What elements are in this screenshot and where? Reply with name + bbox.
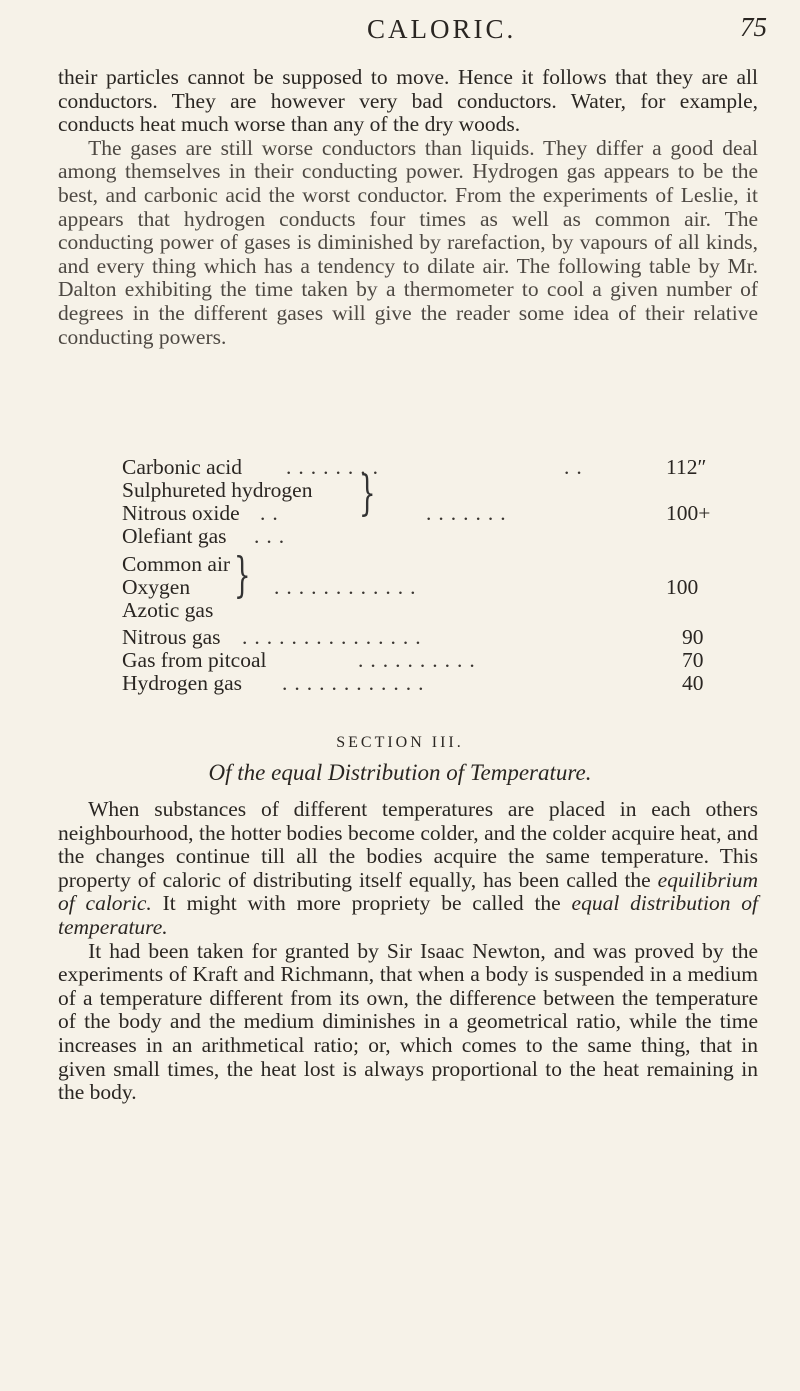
term-equilibrium: equilibrium of caloric. <box>58 867 758 916</box>
gas-label: Hydrogen gas <box>122 671 243 695</box>
gas-label: Azotic gas <box>122 598 214 622</box>
paragraph-conductors <box>58 66 758 349</box>
section-subtitle: Of the equal Distribution of Temperature. <box>208 760 592 785</box>
brace-icon: } <box>233 547 251 603</box>
running-head <box>0 10 800 50</box>
leader-dots: ........ <box>286 455 385 479</box>
section-heading: SECTION III. <box>336 734 464 751</box>
paragraph-4: It had been taken for granted by Sir Isaac Newton, and was proved by the experiments of Kraft and Richmann, that when a body is suspended in a medium of a temperature different from its own, the difference between the temperature of the body and the medium diminishes in a geometrical ratio, while the time increases in an arithmetical ratio; or, which comes to the same thing, that in given small times, the heat lost is always proportional to the heat remaining in the body. <box>58 938 758 1105</box>
leader-dots: ............... <box>242 625 428 649</box>
leader-dots: .. <box>564 455 589 479</box>
time-value: 90 <box>682 625 704 649</box>
leader-dots: .. <box>260 501 285 525</box>
leader-dots: ....... <box>426 501 513 525</box>
time-value: 100+ <box>666 501 711 525</box>
running-head-title: CALORIC. <box>367 14 517 44</box>
gas-label: Common air <box>122 552 231 576</box>
page-number: 75 <box>740 12 767 42</box>
gas-label: Oxygen <box>122 575 191 599</box>
leader-dots: .......... <box>358 648 482 672</box>
paragraph-2: The gases are still worse conductors than liquids. They differ a good deal among themselves in their conducting power. Hydrogen gas appears to be the best, and carbonic acid the worst conductor. From the experiments of Leslie, it appears that hydrogen conducts four times as well as common air. The conducting power of gases is diminished by rarefaction, by vapours of all kinds, and every thing which has a tendency to dilate air. The following table by Mr. Dalton exhibiting the time taken by a thermometer to cool a given number of degrees in the different gases will give the reader some idea of their relative conducting powers. <box>58 135 758 349</box>
paragraph-3 <box>58 798 758 940</box>
gas-label: Gas from pitcoal <box>122 648 267 672</box>
gas-label: Carbonic acid <box>122 455 242 479</box>
time-value: 70 <box>682 648 704 672</box>
leader-dots: ............ <box>282 671 431 695</box>
leader-dots: ............ <box>274 575 423 599</box>
time-value: 40 <box>682 671 704 695</box>
paragraph-1: their particles cannot be supposed to move. Hence it follows that they are all conductors. They are however very bad conductors. Water, for example, conducts heat much worse than any of the dry woods. <box>58 65 758 137</box>
paragraph-3-text: It might with more propriety be called the <box>151 891 572 916</box>
leader-dots: ... <box>254 524 292 548</box>
gas-label: Sulphureted hydrogen <box>122 478 313 502</box>
brace-icon: } <box>358 465 376 521</box>
gas-label: Nitrous gas <box>122 625 221 649</box>
gas-label: Nitrous oxide <box>122 501 240 525</box>
time-value: 112″ <box>666 455 707 479</box>
time-value: 100 <box>666 575 699 599</box>
paragraph-equal-distribution <box>58 798 758 1105</box>
paragraph-3-text: When substances of different temperatures are placed in each others neighbourhood, the hotter bodies become colder, and the colder acquire heat, and the changes continue till all the bodies acquire the same temperature. This property of caloric of distributing itself equally, has been called the <box>58 797 758 892</box>
gas-label: Olefiant gas <box>122 524 227 548</box>
term-equal-distribution: equal distribution of temperature. <box>58 891 758 939</box>
